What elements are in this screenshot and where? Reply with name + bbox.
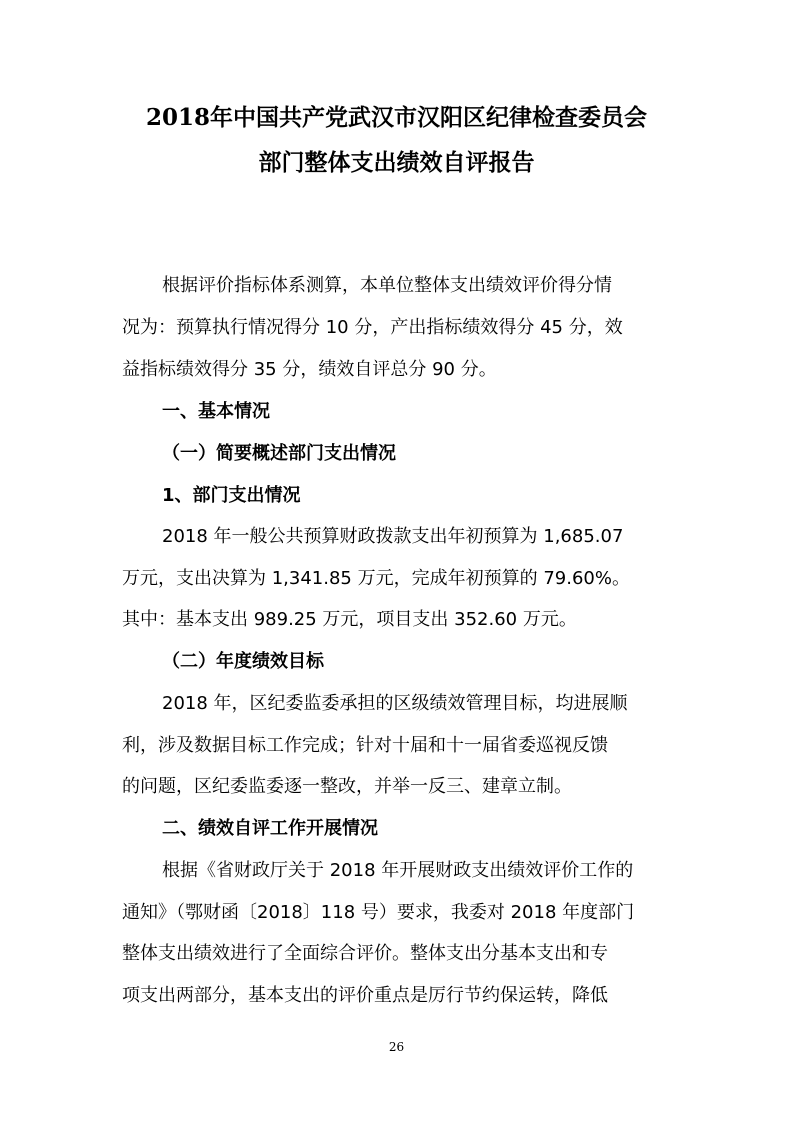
expense-line-2: 万元，支出决算为 1,341.85 万元，完成年初预算的 79.60%。 [122, 568, 630, 589]
intro-line-1: 根据评价指标体系测算，本单位整体支出绩效评价得分情 [162, 275, 612, 296]
eval-line-2: 通知》（鄂财函〔2018〕118 号）要求，我委对 2018 年度部门 [122, 902, 635, 923]
report-title-line-2: 部门整体支出绩效自评报告 [258, 149, 535, 176]
section-1-1-heading: （一）简要概述部门支出情况 [162, 443, 396, 464]
eval-line-1: 根据《省财政厅关于 2018 年开展财政支出绩效评价工作的 [162, 860, 634, 881]
intro-line-3: 益指标绩效得分 35 分，绩效自评总分 90 分。 [122, 359, 497, 380]
section-1-2-heading: （二）年度绩效目标 [162, 651, 324, 672]
section-2-heading: 二、绩效自评工作开展情况 [162, 818, 378, 839]
goal-line-1: 2018 年，区纪委监委承担的区级绩效管理目标，均进展顺 [162, 693, 628, 714]
expense-line-1: 2018 年一般公共预算财政拨款支出年初预算为 1,685.07 [162, 526, 624, 547]
section-1-1-1-heading: 1、部门支出情况 [162, 485, 301, 506]
report-title-line-1: 2018年中国共产党武汉市汉阳区纪律检查委员会 [145, 104, 647, 131]
eval-line-3: 整体支出绩效进行了全面综合评价。整体支出分基本支出和专 [122, 943, 608, 964]
expense-line-3: 其中：基本支出 989.25 万元，项目支出 352.60 万元。 [122, 609, 577, 630]
intro-line-2: 况为：预算执行情况得分 10 分，产出指标绩效得分 45 分，效 [122, 317, 623, 338]
goal-line-2: 利，涉及数据目标工作完成；针对十届和十一届省委巡视反馈 [122, 735, 608, 756]
page-number: 26 [388, 1040, 405, 1054]
eval-line-4: 项支出两部分，基本支出的评价重点是厉行节约保运转，降低 [122, 985, 608, 1006]
section-1-heading: 一、基本情况 [162, 401, 270, 422]
goal-line-3: 的问题，区纪委监委逐一整改，并举一反三、建章立制。 [122, 776, 572, 797]
